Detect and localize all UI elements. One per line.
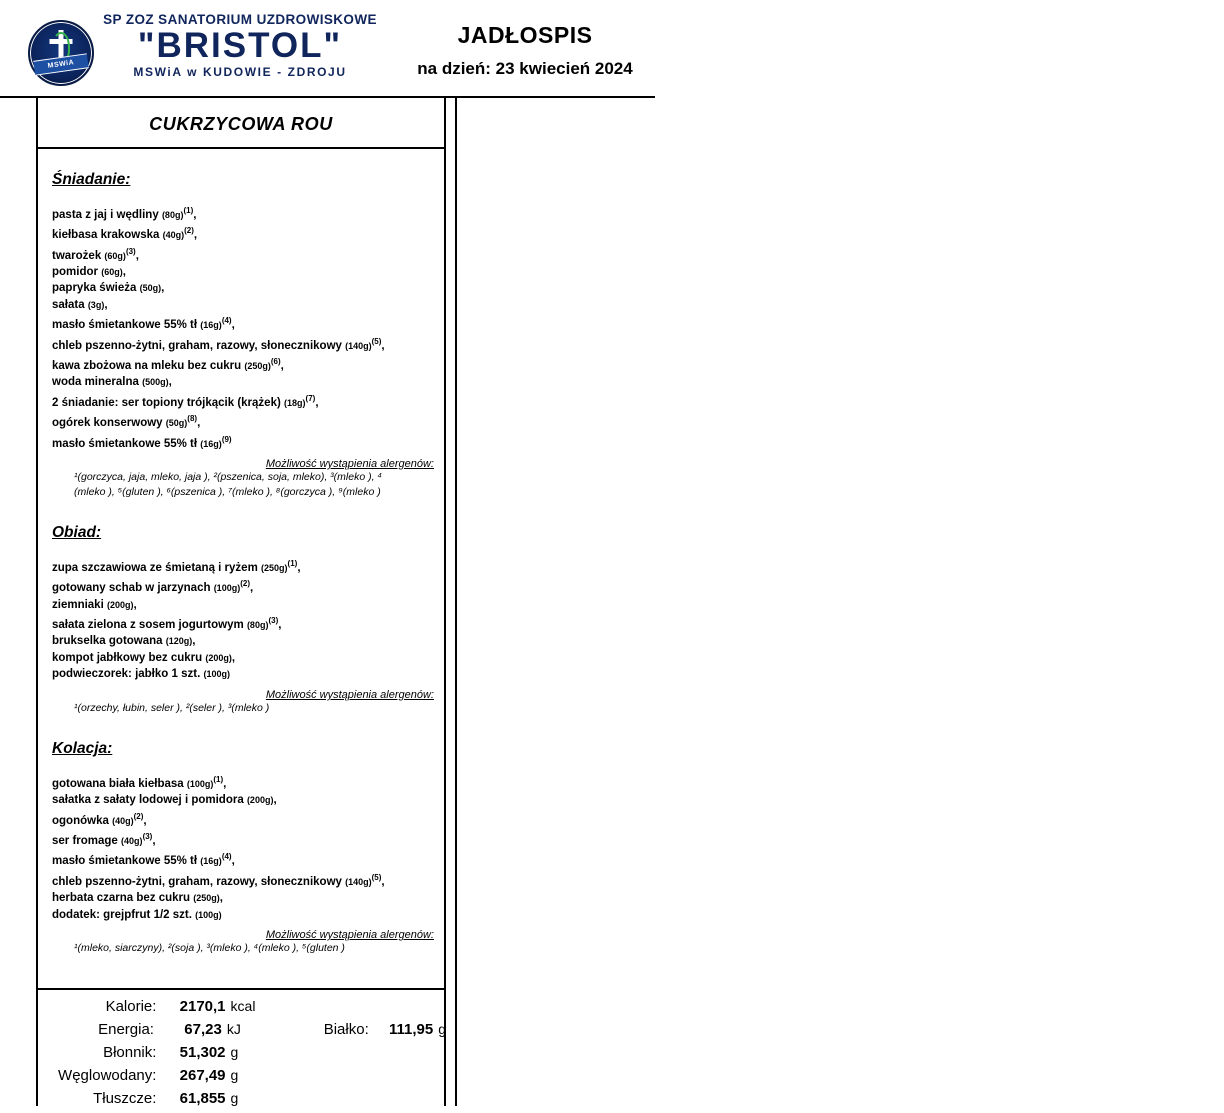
- dish-name: masło śmietankowe 55% tł: [52, 855, 198, 868]
- allergens-text: [52, 470, 434, 500]
- dish-portion: (250g): [244, 360, 271, 371]
- dish-name: pasta z jaj i wędliny: [52, 208, 159, 221]
- dish-item: [52, 432, 434, 452]
- dish-portion: (120g): [165, 636, 193, 647]
- dish-portion: (250g): [261, 562, 288, 573]
- totals-row: [36, 1021, 446, 1044]
- dish-portion: (200g): [106, 599, 134, 610]
- dish-name: sałata zielona z sosem jogurtowym: [52, 618, 244, 631]
- title-block: [400, 22, 650, 79]
- allergen-ref: (7): [305, 393, 316, 403]
- allergen-ref: (3): [268, 616, 279, 626]
- dish-portion: (100g): [213, 583, 241, 594]
- meal-section: [52, 740, 434, 956]
- dish-item: [52, 870, 434, 890]
- institution-logo: [28, 12, 378, 88]
- totals-unit: g: [230, 1044, 239, 1060]
- dish-name: sałatka z sałaty lodowej i pomidora: [52, 794, 244, 807]
- document-header: [0, 0, 655, 98]
- dish-portion: (80g): [246, 619, 269, 630]
- dish-name: papryka świeża: [52, 282, 137, 295]
- allergen-ref: (5): [371, 872, 382, 882]
- dish-item: [52, 576, 434, 596]
- dish-separator: ,: [219, 892, 223, 905]
- dish-separator: ,: [168, 376, 172, 389]
- totals-label: Kalorie:: [105, 998, 157, 1015]
- allergen-ref: (5): [371, 336, 382, 346]
- dish-portion: (500g): [142, 377, 169, 388]
- dish-item: [52, 792, 434, 809]
- dish-name: herbata czarna bez cukru: [52, 892, 191, 905]
- totals-unit: kJ: [226, 1021, 241, 1037]
- emblem-band-label: MSWiA: [33, 53, 89, 75]
- dish-item: [52, 334, 434, 354]
- dish-item: [52, 391, 434, 411]
- dish-name: chleb pszenno-żytni, graham, razowy, słonecznikowy: [52, 875, 342, 888]
- logo-line-3: MSWiA w KUDOWIE - ZDROJU: [133, 65, 347, 79]
- totals-label-secondary: Białko:: [323, 1021, 369, 1038]
- dish-name: dodatek: grejpfrut 1/2 szt.: [52, 908, 192, 921]
- dish-name: chleb pszenno-żytni, graham, razowy, słonecznikowy: [52, 339, 342, 352]
- dish-separator: ,: [122, 265, 126, 278]
- dish-separator: ,: [192, 635, 196, 648]
- allergens-text: [52, 941, 434, 956]
- totals-value-secondary: 111,95: [388, 1021, 434, 1038]
- totals-unit: g: [230, 1090, 239, 1106]
- allergen-ref: (2): [184, 226, 194, 236]
- logo-line-1: SP ZOZ SANATORIUM UZDROWISKOWE: [103, 12, 377, 27]
- allergen-ref: (2): [240, 579, 250, 589]
- dish-separator: ,: [193, 229, 198, 242]
- dish-portion: (40g): [121, 835, 143, 846]
- meal-section: [52, 171, 434, 500]
- dish-item: [52, 829, 434, 849]
- meals-list: [38, 171, 444, 956]
- totals-value: 67,23: [184, 1021, 222, 1038]
- totals-row: [36, 1067, 446, 1090]
- totals-value: 2170,1: [179, 998, 226, 1015]
- dish-separator: ,: [249, 582, 254, 595]
- totals-value: 267,49: [179, 1067, 226, 1084]
- allergen-ref: (1): [213, 774, 224, 784]
- dish-portion: (140g): [345, 876, 372, 887]
- dish-separator: ,: [231, 319, 235, 332]
- logo-text: [100, 12, 380, 79]
- dish-separator: ,: [197, 417, 201, 430]
- dish-name: gotowana biała kiełbasa: [52, 777, 184, 790]
- dish-portion: (16g): [200, 856, 222, 867]
- dish-portion: (40g): [112, 815, 134, 826]
- totals-unit: kcal: [230, 998, 256, 1014]
- dish-name: ogórek konserwowy: [52, 417, 163, 430]
- allergens-line: ¹(gorczyca, jaja, mleko, jaja ), ²(pszenica, soja, mleko), ³(mleko ), ⁴: [74, 470, 382, 483]
- dish-name: ser fromage: [52, 834, 118, 847]
- dish-name: sałata: [52, 298, 85, 311]
- dish-name: woda mineralna: [52, 376, 139, 389]
- dish-portion: (50g): [165, 418, 188, 429]
- dish-portion: (40g): [162, 230, 185, 241]
- dish-portion: (200g): [246, 795, 274, 806]
- allergen-ref: (1): [183, 206, 194, 215]
- totals-value: 61,855: [179, 1090, 226, 1107]
- dish-item: [52, 556, 434, 576]
- allergens-header: Możliwość wystąpienia alergenów:: [265, 457, 434, 470]
- dish-portion: (60g): [104, 250, 126, 261]
- dish-name: kiełbasa krakowska: [52, 229, 160, 242]
- meal-title: Obiad:: [52, 523, 102, 541]
- dish-separator: ,: [193, 208, 197, 221]
- menu-date: na dzień: 23 kwiecień 2024: [417, 59, 633, 78]
- dish-name: kawa zbożowa na mleku bez cukru: [52, 359, 242, 372]
- dish-separator: ,: [280, 359, 284, 372]
- dish-item: [52, 890, 434, 907]
- menu-sheet: [0, 98, 655, 1106]
- totals-row: [36, 1044, 446, 1067]
- allergens-line: ¹(orzechy, łubin, seler ), ²(seler ), ³(mleko ): [74, 701, 270, 714]
- dish-name: masło śmietankowe 55% tł: [52, 319, 198, 332]
- logo-line-2: "BRISTOL": [137, 26, 343, 65]
- dish-separator: ,: [143, 814, 147, 827]
- totals-row: [36, 998, 446, 1021]
- dish-name: ziemniaki: [52, 598, 104, 611]
- dish-separator: ,: [104, 298, 108, 311]
- allergen-ref: (3): [142, 832, 153, 842]
- allergen-ref: (4): [221, 316, 232, 326]
- dish-portion: (60g): [101, 266, 123, 277]
- diet-column: [36, 98, 446, 1106]
- dish-item: [52, 223, 434, 243]
- dish-portion: (50g): [139, 283, 162, 294]
- allergen-ref: (3): [125, 246, 136, 256]
- diet-title-underline: [38, 147, 444, 149]
- meal-section: [52, 524, 434, 716]
- dish-portion: (140g): [345, 340, 372, 351]
- dish-item: [52, 772, 434, 792]
- dish-item: [52, 411, 434, 431]
- dish-separator: ,: [315, 396, 319, 409]
- dish-name: twarożek: [52, 249, 102, 262]
- allergens-header: Możliwość wystąpienia alergenów:: [265, 929, 434, 942]
- dish-name: zupa szczawiowa ze śmietaną i ryżem: [52, 561, 258, 574]
- column-divider: [455, 98, 457, 1106]
- diet-title: CUKRZYCOWA ROU: [149, 114, 333, 134]
- dish-item: [52, 613, 434, 633]
- dish-separator: ,: [273, 794, 277, 807]
- dish-name: ogonówka: [52, 814, 109, 827]
- allergen-ref: (6): [270, 357, 281, 367]
- dish-portion: (18g): [284, 397, 306, 408]
- meal-title: Śniadanie:: [52, 171, 131, 188]
- dish-separator: ,: [161, 282, 165, 295]
- allergen-ref: (9): [221, 434, 232, 444]
- dish-portion: (80g): [161, 209, 184, 220]
- dish-item: [52, 907, 434, 924]
- dish-item: [52, 203, 434, 223]
- dish-item: [52, 354, 434, 374]
- allergen-ref: (2): [133, 811, 144, 821]
- allergens-line: (mleko ), ⁵(gluten ), ⁶(pszenica ), ⁷(mleko ), ⁸(gorczyca ), ⁹(mleko ): [74, 485, 381, 498]
- dish-portion: (100g): [203, 669, 230, 680]
- totals-value: 51,302: [179, 1044, 226, 1061]
- dish-item: [52, 633, 434, 650]
- dish-name: podwieczorek: jabłko 1 szt.: [52, 668, 201, 681]
- dish-portion: (16g): [200, 320, 222, 331]
- dish-separator: ,: [381, 875, 385, 888]
- dish-separator: ,: [278, 618, 282, 631]
- dish-item: [52, 264, 434, 281]
- totals-unit: g: [230, 1067, 239, 1083]
- dish-name: kompot jabłkowy bez cukru: [52, 651, 203, 664]
- totals-label: Węglowodany:: [58, 1067, 157, 1084]
- dish-name: brukselka gotowana: [52, 635, 163, 648]
- dish-name: pomidor: [52, 265, 98, 278]
- dish-item: [52, 280, 434, 297]
- dish-name: 2 śniadanie: ser topiony trójkącik (krążek): [52, 396, 281, 409]
- dish-item: [52, 374, 434, 391]
- totals-label: Energia:: [98, 1021, 154, 1038]
- totals-row: [36, 1090, 446, 1113]
- dish-portion: (100g): [186, 778, 214, 789]
- dish-separator: ,: [223, 777, 227, 790]
- dish-separator: ,: [152, 834, 156, 847]
- nutrition-totals: [36, 988, 446, 1113]
- dish-item: [52, 297, 434, 314]
- totals-label: Tłuszcze:: [93, 1090, 157, 1107]
- dish-portion: (200g): [205, 652, 232, 663]
- dish-separator: ,: [231, 855, 235, 868]
- dish-separator: ,: [133, 598, 137, 611]
- mswia-emblem-icon: [28, 20, 94, 86]
- dish-name: masło śmietankowe 55% tł: [52, 437, 198, 450]
- dish-name: gotowany schab w jarzynach: [52, 582, 211, 595]
- dish-item: [52, 650, 434, 667]
- dish-item: [52, 666, 434, 683]
- dish-item: [52, 809, 434, 829]
- dish-separator: ,: [381, 339, 385, 352]
- dish-item: [52, 849, 434, 869]
- allergens-line: ¹(mleko, siarczyny), ²(soja ), ³(mleko ), ⁴(mleko ), ⁵(gluten ): [74, 942, 345, 955]
- allergen-ref: (4): [221, 852, 232, 862]
- allergens-text: [52, 701, 434, 716]
- dish-portion: (100g): [195, 909, 222, 920]
- allergen-ref: (1): [287, 558, 298, 568]
- totals-label: Błonnik:: [103, 1044, 157, 1061]
- dish-item: [52, 313, 434, 333]
- dish-portion: (250g): [193, 893, 220, 904]
- dish-item: [52, 597, 434, 614]
- dish-item: [52, 244, 434, 264]
- totals-unit-secondary: g: [438, 1021, 446, 1037]
- dish-separator: ,: [231, 651, 236, 664]
- dish-portion: (16g): [200, 438, 222, 449]
- dish-separator: ,: [135, 249, 139, 262]
- dish-separator: ,: [297, 561, 301, 574]
- allergens-header: Możliwość wystąpienia alergenów:: [265, 688, 434, 701]
- allergen-ref: (8): [187, 414, 198, 424]
- meal-title: Kolacja:: [52, 739, 113, 757]
- dish-portion: (3g): [87, 299, 105, 310]
- page-title: JADŁOSPIS: [457, 22, 593, 48]
